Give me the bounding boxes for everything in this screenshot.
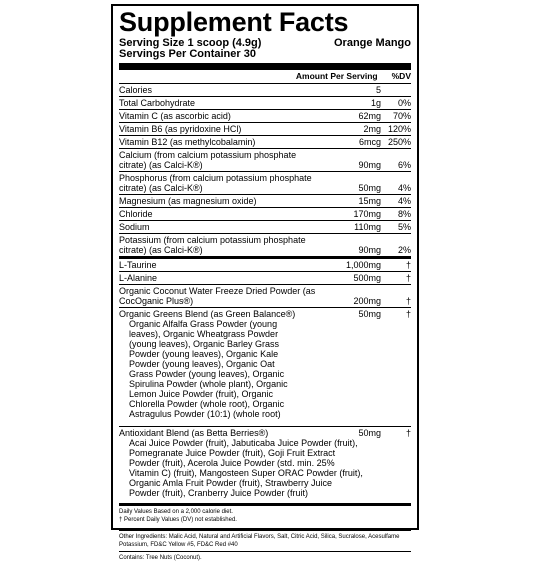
table-row xyxy=(119,136,411,149)
nutrient-amount: 90mg xyxy=(358,245,381,255)
table-row xyxy=(119,195,411,208)
nutrient-dv: 0% xyxy=(397,98,411,108)
table-row xyxy=(119,149,411,172)
nutrient-amount: 5 xyxy=(375,85,381,95)
nutrient-amount: 62mg xyxy=(358,111,381,121)
thick-divider xyxy=(119,63,411,70)
table-row xyxy=(119,221,411,234)
footnote-daily-values: Daily Values Based on a 2,000 calorie diet. xyxy=(119,509,233,515)
nutrient-dv: 250% xyxy=(387,137,411,147)
nutrient-dv: 2% xyxy=(397,245,411,255)
footnote-dv-not-established: † Percent Daily Values (DV) not established. xyxy=(119,517,237,523)
nutrient-dv: 70% xyxy=(392,111,411,121)
table-row xyxy=(119,84,411,97)
table-row xyxy=(119,208,411,221)
other-ingredients: Other Ingredients: Malic Acid, Natural and Artificial Flavors, Salt, Citric Acid, Silica, Sucralose, Acesulfame Potassium, FD&C Yellow #5, FD&C Red #40 xyxy=(119,534,400,548)
nutrient-amount: 50mg xyxy=(358,183,381,193)
nutrient-amount: 90mg xyxy=(358,160,381,170)
nutrient-name: Calories xyxy=(119,85,153,95)
antioxidant-blend-row xyxy=(119,427,411,506)
ingredient-amount: 200mg xyxy=(353,296,381,306)
serving-size: Serving Size 1 scoop (4.9g) xyxy=(119,37,262,49)
ingredient-name: Organic Coconut Water Freeze Dried Powder (as CocOganic Plus®) xyxy=(119,286,316,306)
nutrient-dv: 6% xyxy=(397,160,411,170)
column-header xyxy=(119,70,411,83)
nutrient-amount: 2mg xyxy=(363,124,381,134)
ingredient-amount: 500mg xyxy=(353,273,381,283)
ingredient-name: L-Taurine xyxy=(119,260,157,270)
nutrient-dv: 4% xyxy=(397,196,411,206)
nutrient-dv: 120% xyxy=(387,124,411,134)
dv-header: %DV xyxy=(391,71,411,81)
nutrient-name: Vitamin B12 (as methylcobalamin) xyxy=(119,137,256,147)
ingredient-dv: † xyxy=(405,296,411,306)
nutrient-name: Potassium (from calcium potassium phosphate citrate) (as Calci-K®) xyxy=(119,235,306,255)
nutrient-dv: 8% xyxy=(397,209,411,219)
servings-per-container: Servings Per Container 30 xyxy=(119,48,256,60)
table-row xyxy=(119,272,411,285)
antioxidant-blend-dv: † xyxy=(405,428,411,438)
table-row xyxy=(119,97,411,110)
nutrient-name: Sodium xyxy=(119,222,150,232)
footnotes xyxy=(119,506,411,524)
greens-blend-amount: 50mg xyxy=(358,309,381,319)
nutrient-amount: 6mcg xyxy=(358,137,381,147)
nutrient-amount: 170mg xyxy=(353,209,381,219)
nutrient-dv xyxy=(387,85,411,95)
nutrient-table xyxy=(119,84,411,259)
nutrient-name: Calcium (from calcium potassium phosphate citrate) (as Calci-K®) xyxy=(119,150,297,170)
greens-blend-row xyxy=(119,308,411,427)
flavor: Orange Mango xyxy=(333,37,411,49)
table-row xyxy=(119,123,411,136)
nutrient-name: Magnesium (as magnesium oxide) xyxy=(119,196,257,206)
allergen-statement: Contains: Tree Nuts (Coconut). xyxy=(119,555,202,561)
nutrient-amount: 15mg xyxy=(358,196,381,206)
supplement-facts-panel xyxy=(111,4,419,561)
table-row xyxy=(119,110,411,123)
nutrient-name: Phosphorus (from calcium potassium phosphate citrate) (as Calci-K®) xyxy=(119,173,312,193)
ingredient-dv: † xyxy=(405,260,411,270)
panel-title: Supplement Facts xyxy=(119,7,349,37)
table-row xyxy=(119,285,411,308)
antioxidant-blend-name: Antioxidant Blend (as Betta Berries®) xyxy=(119,428,269,438)
table-row xyxy=(119,259,411,272)
table-row xyxy=(119,172,411,195)
nutrient-dv: 5% xyxy=(397,222,411,232)
nutrient-amount: 1g xyxy=(370,98,381,108)
nutrient-name: Vitamin C (as ascorbic acid) xyxy=(119,111,231,121)
amount-header: Amount Per Serving xyxy=(295,71,378,81)
greens-blend-name: Organic Greens Blend (as Green Balance®) xyxy=(119,309,296,319)
greens-blend-ingredients: Organic Alfalfa Grass Powder (young leaves), Organic Wheatgrass Powder (young leaves), Organic Barley Grass Powder (young leaves), Organic Kale Powder (young leaves), Organic Oat Grass Powder (young leaves), Organic Spirulina Powder (whole plant), Organic Lemon Juice Powder (fruit), Organic Chlorella Powder (whole root), Organic Astragulus Powder (10:1) (whole root) xyxy=(129,319,288,419)
nutrient-name: Chloride xyxy=(119,209,153,219)
ingredient-amount: 1,000mg xyxy=(345,260,381,270)
table-row xyxy=(119,234,411,259)
other-ingredient-table xyxy=(119,259,411,506)
nutrient-name: Total Carbohydrate xyxy=(119,98,196,108)
antioxidant-blend-amount: 50mg xyxy=(358,428,381,438)
nutrient-dv: 4% xyxy=(397,183,411,193)
nutrient-name: Vitamin B6 (as pyridoxine HCl) xyxy=(119,124,242,134)
antioxidant-blend-ingredients: Acai Juice Powder (fruit), Jabuticaba Juice Powder (fruit), Pomegranate Juice Powder (fruit), Goji Fruit Extract Powder (fruit), Acerola Juice Powder (std. min. 25% Vitamin C) (fruit), Mangosteen Super ORAC Powder (fruit), Organic Amla Fruit Powder (fruit), Strawberry Juice Powder (fruit), Cranberry Juice Powder (fruit) xyxy=(129,438,363,498)
ingredient-name: L-Alanine xyxy=(119,273,158,283)
ingredient-dv: † xyxy=(405,273,411,283)
nutrient-amount: 110mg xyxy=(354,222,381,232)
greens-blend-dv: † xyxy=(405,309,411,319)
